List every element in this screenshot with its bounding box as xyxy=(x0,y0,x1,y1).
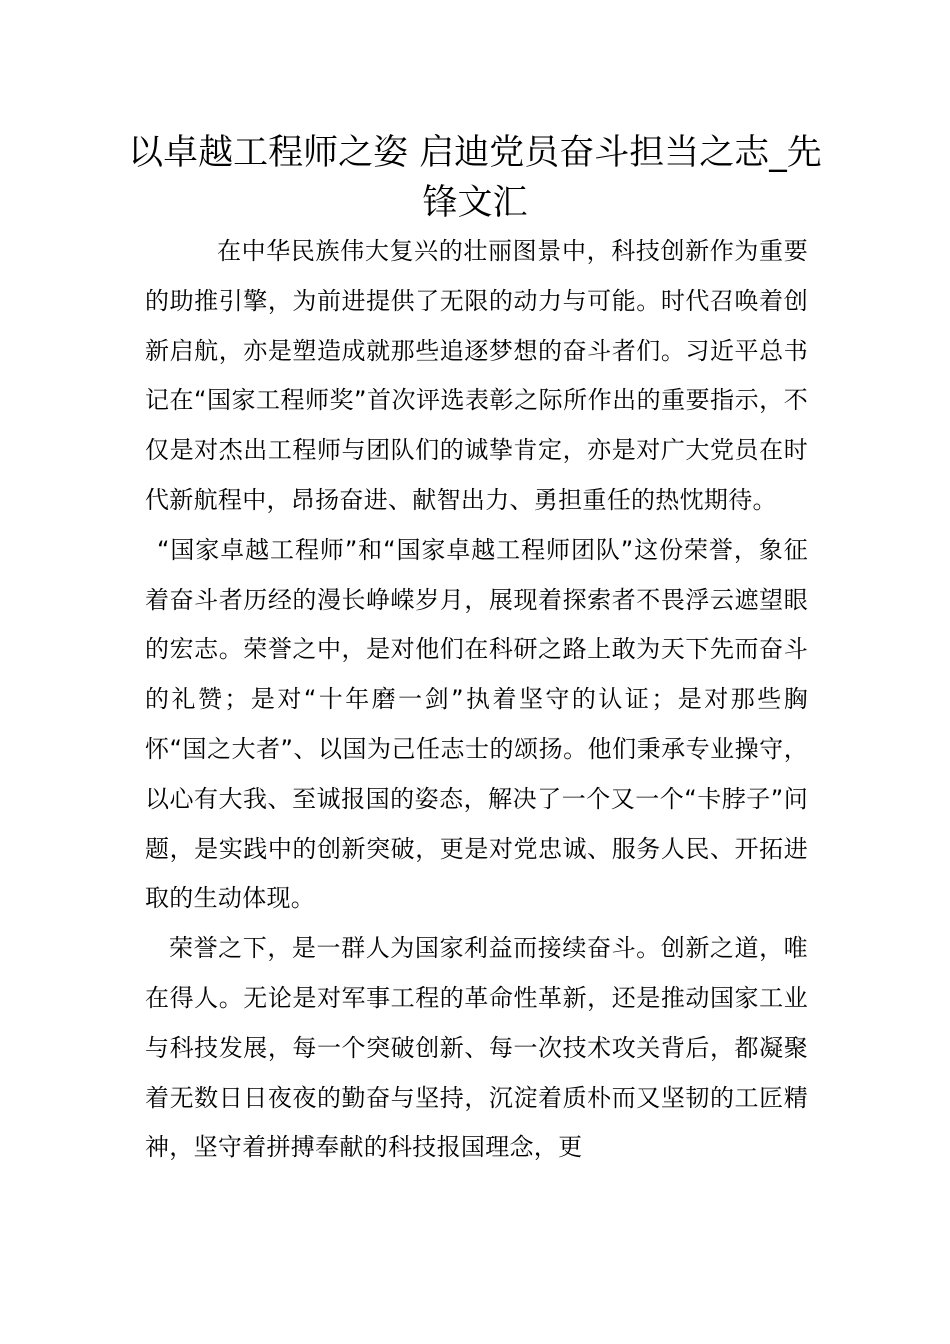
document-body xyxy=(145,227,808,1173)
paragraph-2: “国家卓越工程师”和“国家卓越工程师团队”这份荣誉，象征着奋斗者历经的漫长峥嵘岁月，展现着探索者不畏浮云遮望眼的宏志。荣誉之中，是对他们在科研之路上敢为天下先而奋斗的礼赞；是对“十年磨一剑”执着坚守的认证；是对那些胸怀“国之大者”、以国为己任志士的颂扬。他们秉承专业操守，以心有大我、至诚报国的姿态，解决了一个又一个“卡脖子”问题，是实践中的创新突破，更是对党忠诚、服务人民、开拓进取的生动体现。 xyxy=(145,535,808,913)
paragraph-1: 在中华民族伟大复兴的壮丽图景中，科技创新作为重要的助推引擎，为前进提供了无限的动力与可能。时代召唤着创新启航，亦是塑造成就那些追逐梦想的奋斗者们。习近平总书记在“国家工程师奖”首次评选表彰之际所作出的重要指示，不仅是对杰出工程师与团队们的诚挚肯定，亦是对广大党员在时代新航程中，昂扬奋进、献智出力、勇担重任的热忱期待。 xyxy=(145,237,808,514)
document-title: 以卓越工程师之姿 启迪党员奋斗担当之志_先锋文汇 xyxy=(128,133,822,223)
paragraph-3: 荣誉之下，是一群人为国家利益而接续奋斗。创新之道，唯在得人。无论是对军事工程的革命性革新，还是推动国家工业与科技发展，每一个突破创新、每一次技术攻关背后，都凝聚着无数日日夜夜的勤奋与坚持，沉淀着质朴而又坚韧的工匠精神，坚守着拼搏奉献的科技报国理念，更 xyxy=(145,934,808,1162)
